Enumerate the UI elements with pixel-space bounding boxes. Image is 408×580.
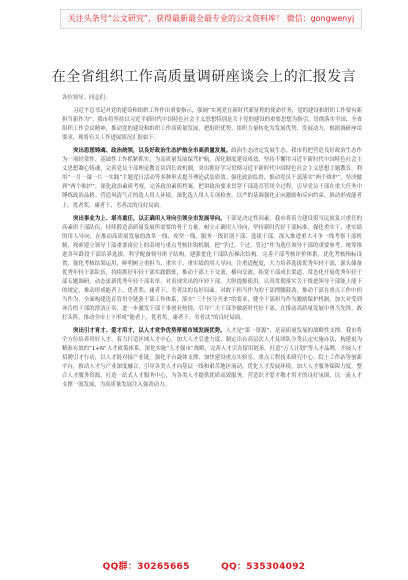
paragraph-list bbox=[62, 107, 362, 390]
document-body bbox=[62, 94, 362, 394]
paragraph-lead: 突出引才育才、爱才用才，以人才竞争优势厚植市域发展优势。 bbox=[73, 328, 226, 335]
footer-qq-group: QQ群：30265665 bbox=[102, 562, 190, 572]
salutation: 各位领导、同志们： bbox=[62, 95, 111, 101]
top-banner: 关注头条号“公文研究”，获得最新最全最专业的公文资料库！ 微信：gongwenyj bbox=[60, 9, 362, 29]
paragraph-text: 干部是决定性因素。我市将着力建设堪当民族复兴重任的高素质干部队伍，持续锻造高质量发展所需要的骨干力量。树立正确用人导向，坚持新时代好干部标准，强化重实干、重实绩的用人导向，在推动高质量发展的改革一线、攻坚一线、服务一线识别干部、选拔干部。深入推进重大斗争一线考察干部机制，探索建立领导干部重要岗位上的表现与重点考核挂钩机制，把“学过、干过、管过”作为选任领导干部的重要参考，统筹推进各年龄段干部培养选拔，科学配备领导班子结构，建强优化干部队伍梯次结构。完善干部考核评价体系，优化考核指标设置，强化考核结果运用，鲜明树立重担当、重实干、重实绩的用人导向。注重适配度，大力培养选拔优秀年轻干部，源头储备优秀年轻干部队伍，持续抓好年轻干部实践锻炼，推动干部上下交流、横向交流，拓宽干部成长渠道。常态化开展优秀年轻干部专题调研，动态更新优秀年轻干部名单，对表现突出的年轻干部，大胆提拔使用。认真贯彻落实关于推进领导干部能上能下的规定，推动形成能者上、优者奖、庸者下、劣者汰的良好局面。对敢于担当作为的干部撑腰鼓劲，推动干部在重点工作中担当作为，全面构建选育管用全链条干部工作体系，落实“三个区分开来”的要求，健全干部担当作为激励保护机制，加大对受到诬告的干部的澄清正名，进一步激发干部干事创业热情，引导广大干部争做新时代好干部，在推动高质量发展中勇当先锋、敢打头阵，推动全市上下形成“能者上、优者奖、庸者下、劣者汰”的良好局面。 bbox=[62, 215, 362, 322]
footer-qq: QQ：535304092 bbox=[221, 562, 306, 572]
paragraph-text: 习近平总书记对党的建设和组织工作作出重要指示，强调“实现党在新时代新征程的使命任务，党的建设和组织工作要有新担当新作为”。我市将坚持以习近平新时代中国特色社会主义思想特别是关于党的建设的重要思想为指引，贯彻落实全国、全省组织工作会议精神，推动党的建设和组织工作高质量发展，把组织优势、组织力量转化为发展优势、发展动力，根据调研座谈要求，现将有关工作进展情况汇报如下： bbox=[62, 108, 362, 142]
paragraph bbox=[62, 215, 362, 324]
paragraph-text: 政治生态决定发展生态。我市将把营造良好政治生态作为一项经常性、基础性工作抓紧抓实，为高质量发展保驾护航。深化制度建设成效，坚持不懈用习近平新时代中国特色社会主义思想凝心铸魂，完善党员干部理论教育培训长效机制，突出抓好学习贯彻习近平新时代中国特色社会主义思想主题教育，利用“一月一课一片一实践”主题党日活动等多种形式提升理论武装质效。强化政治监督，推动党员干部落实“两个维护”，坚决做到“两个维护”，深化政治素质考察，完善政治素质档案，把讲政治要求贯穿干部选育管用全过程，引导党员干部在重大任务中锤炼政治品格。营造风清气正的选人用人环境，深化选人用人专项检查，以严的基调强化正向激励和反向约束，推动形成能者上、优者奖、庸者下、劣者汰的良好局面。 bbox=[62, 148, 362, 209]
paragraph bbox=[62, 147, 362, 210]
paragraph-lead: 突出思想铸魂、政治统领，以良好政治生态护航全市高质量发展。 bbox=[73, 148, 232, 155]
paragraph bbox=[62, 327, 362, 390]
paragraph bbox=[62, 107, 362, 143]
document-title: 在全省组织工作高质量调研座谈会上的汇报发言 bbox=[51, 69, 357, 85]
paragraph-text: 人才是“第一资源”，是高质量发展的战略性支撑。我市将全方位培养用好人才，着力打造区域人才中心。加大人才引进力度，制定出台高层次人才及团队分类认定实施办法，构建更为精准有效的“1+N”人才政策体系，深化实施“人才强市”战略，完善人才引育留用链条，打造“万人计划”等人才品牌，开展人才招聘引才行动，以人才链对接产业链。强化平台载体支撑，加快建设重点实验室、重点工程技术研究中心、院士工作站等创新平台，推动人才与产业深度融合，引导各类人才向基层一线和艰苦地区流动。优化人才发展环境，加大人才服务保障力度，整合人才服务资源，打造一站式人才服务中心，为各类人才提供优质高效服务，营造识才爱才敬才用才的良好氛围，以一流人才支撑一流发展，为高质量发展注入强劲动力。 bbox=[62, 328, 362, 389]
footer-contact bbox=[0, 559, 408, 572]
paragraph-lead: 突出事业为上、堪当重任，以正确用人导向引领全市发展导向。 bbox=[73, 215, 226, 222]
